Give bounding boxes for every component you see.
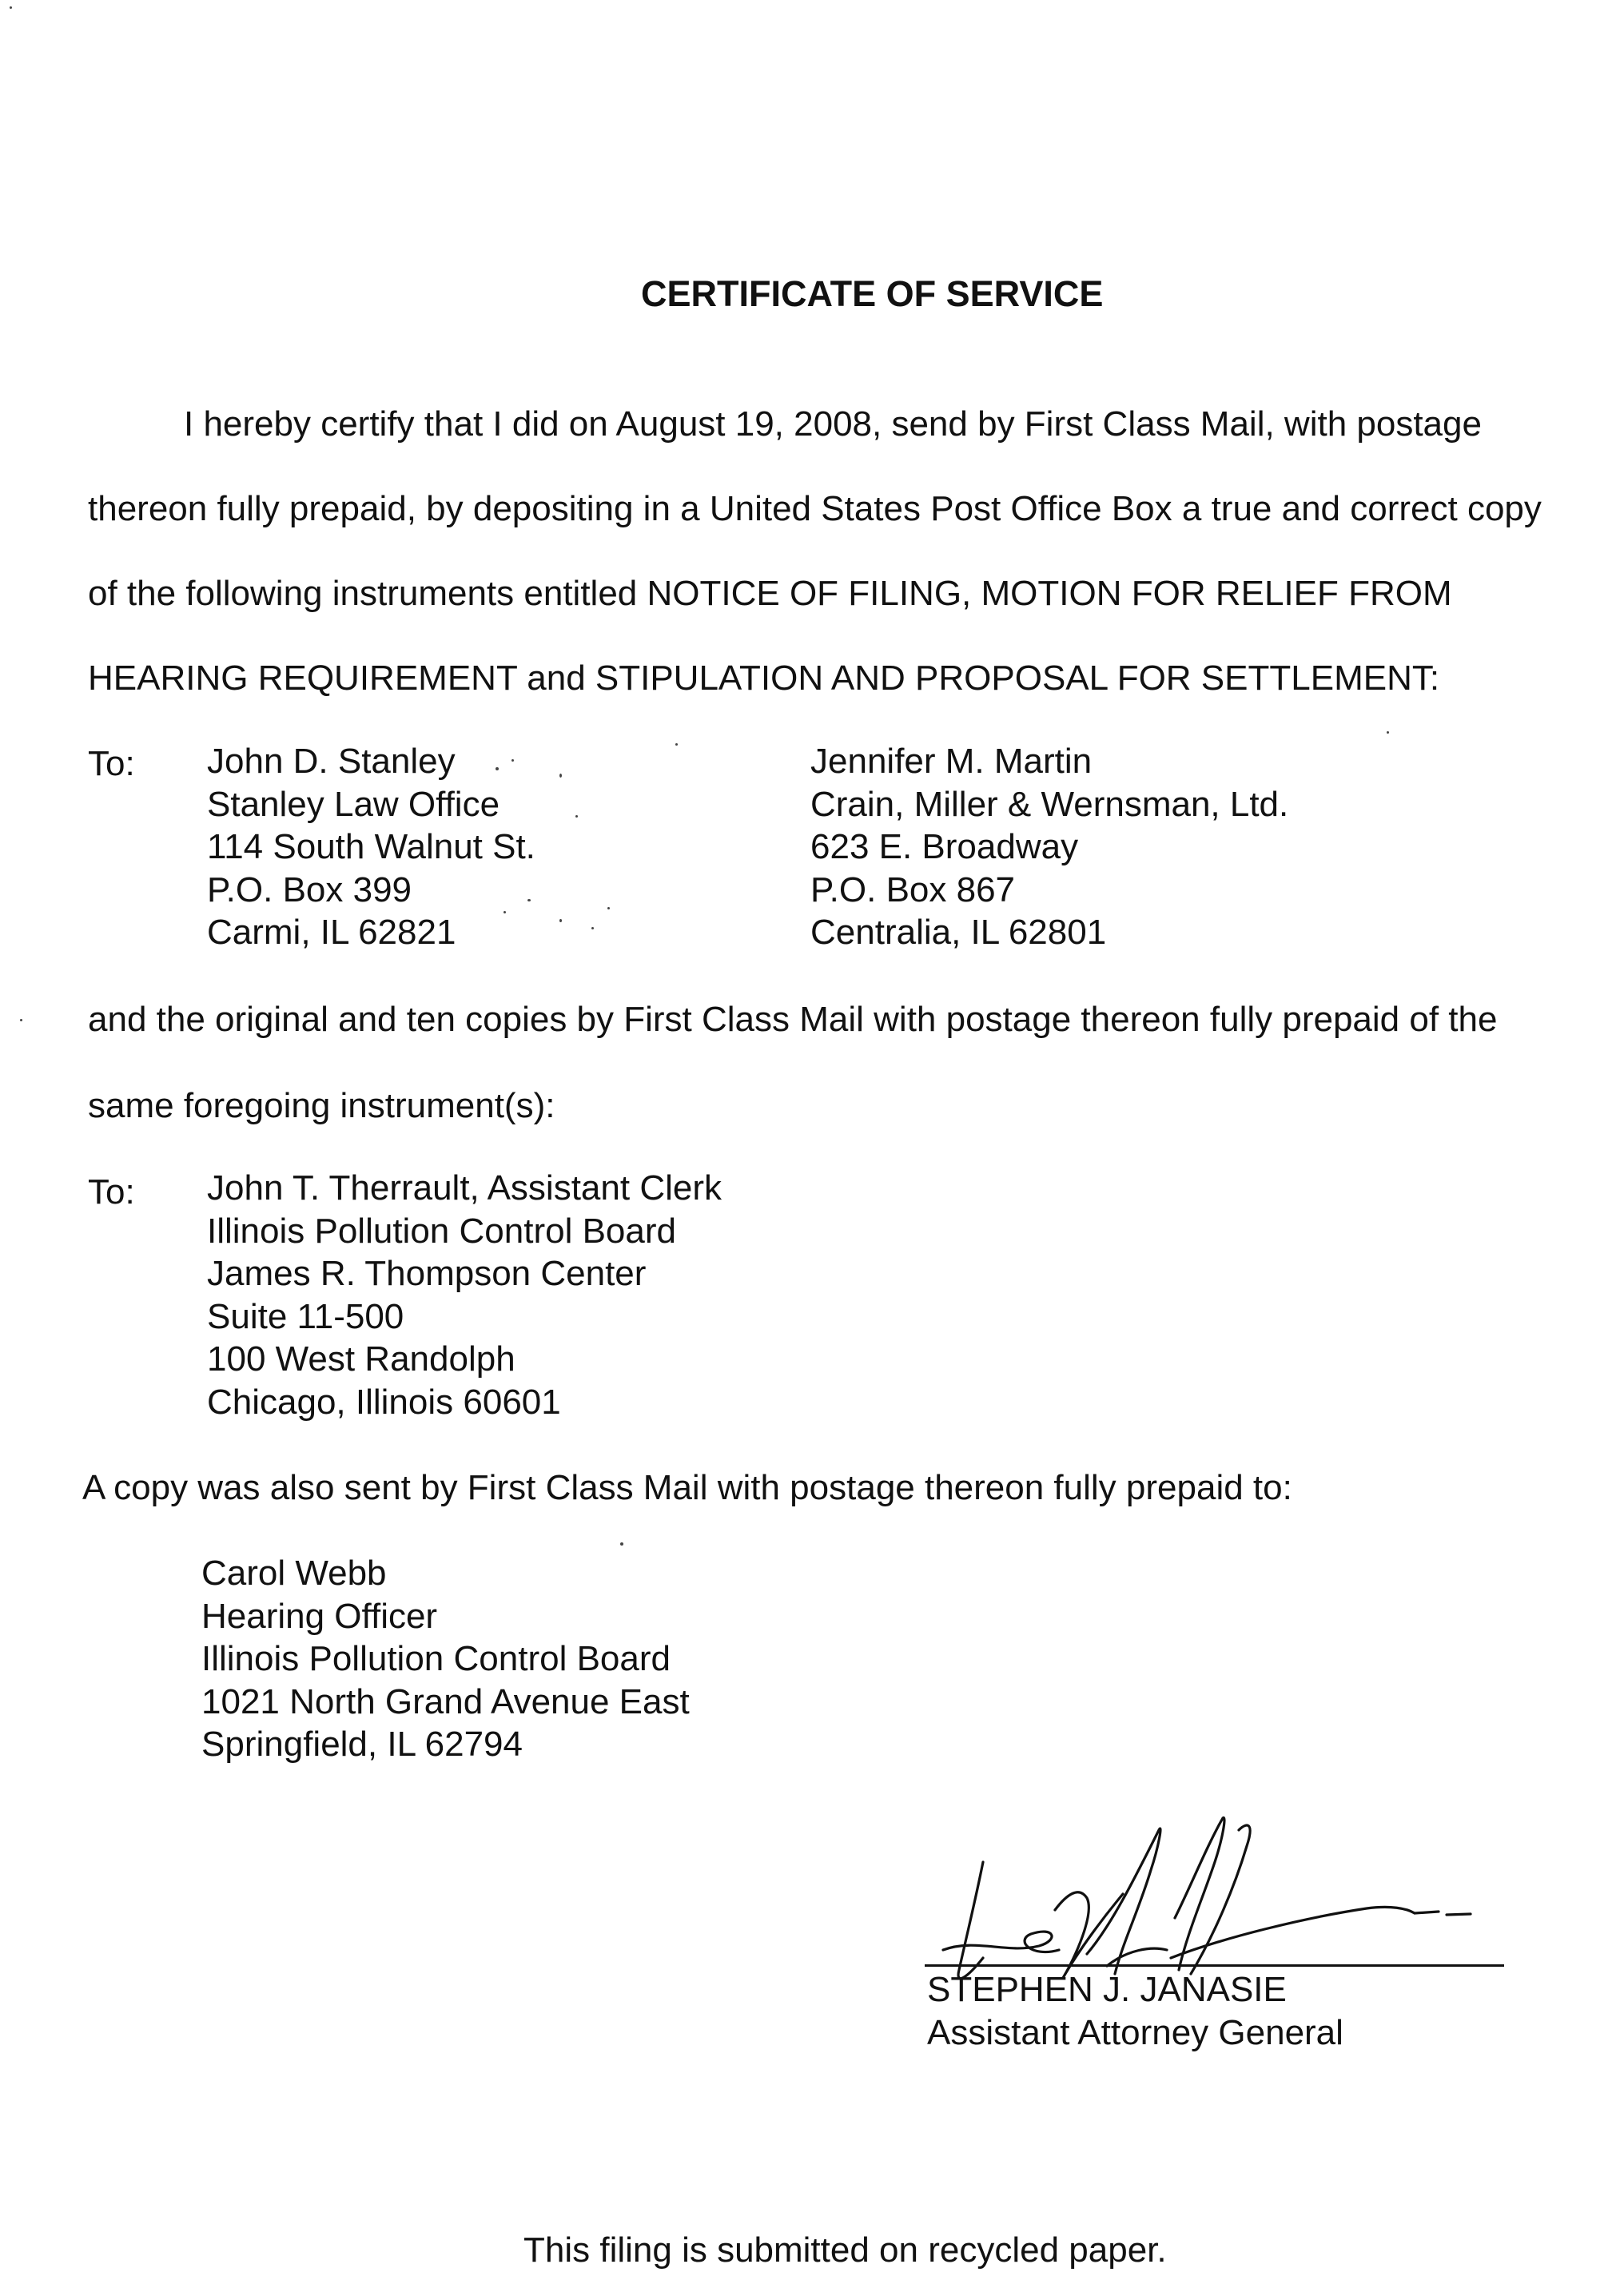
- to-label: To:: [88, 744, 135, 783]
- address-line: P.O. Box 399: [207, 869, 412, 909]
- address-line: Jennifer M. Martin: [810, 742, 1093, 781]
- paragraph-line: same foregoing instrument(s):: [88, 1086, 555, 1125]
- signature-line: [925, 1964, 1504, 1967]
- address-line: John D. Stanley: [207, 742, 456, 781]
- paragraph-line: thereon fully prepaid, by depositing in a United States Post Office Box a true and correct copy: [88, 489, 1542, 528]
- address-line: P.O. Box 867: [810, 869, 1016, 909]
- clerk-address: [207, 1167, 722, 1423]
- address-line: Hearing Officer: [201, 1596, 438, 1636]
- address-line: Carol Webb: [201, 1554, 387, 1593]
- paragraph-line: and the original and ten copies by First Class Mail with postage thereon fully prepaid of the: [88, 1000, 1498, 1039]
- recipient-address-right: [810, 740, 1288, 954]
- address-line: Stanley Law Office: [207, 784, 500, 824]
- paragraph-line: I hereby certify that I did on August 19, 2008, send by First Class Mail, with postage: [184, 404, 1482, 444]
- address-line: Springfield, IL 62794: [201, 1725, 523, 1764]
- recipient-address-left: [207, 740, 535, 954]
- address-line: Crain, Miller & Wernsman, Ltd.: [810, 784, 1289, 824]
- copy-sent-line: A copy was also sent by First Class Mail with postage thereon fully prepaid to:: [82, 1468, 1292, 1507]
- address-line: Suite 11-500: [207, 1296, 404, 1336]
- address-line: James R. Thompson Center: [207, 1254, 647, 1293]
- address-line: Centralia, IL 62801: [810, 913, 1107, 952]
- address-line: 114 South Walnut St.: [207, 827, 535, 866]
- address-line: 100 West Randolph: [207, 1339, 515, 1379]
- address-line: Illinois Pollution Control Board: [201, 1639, 671, 1678]
- address-line: 1021 North Grand Avenue East: [201, 1681, 690, 1721]
- recycled-paper-footer: This filing is submitted on recycled paper.: [523, 2230, 1167, 2270]
- address-line: Illinois Pollution Control Board: [207, 1211, 676, 1251]
- address-line: 623 E. Broadway: [810, 827, 1079, 866]
- address-line: Chicago, Illinois 60601: [207, 1382, 561, 1422]
- to-label: To:: [88, 1172, 135, 1212]
- document-title: CERTIFICATE OF SERVICE: [641, 273, 1104, 314]
- address-line: Carmi, IL 62821: [207, 913, 456, 952]
- signer-name: STEPHEN J. JANASIE: [927, 1970, 1287, 2009]
- paragraph-line: of the following instruments entitled NOTICE OF FILING, MOTION FOR RELIEF FROM: [88, 574, 1452, 613]
- hearing-officer-address: [201, 1552, 690, 1766]
- address-line: John T. Therrault, Assistant Clerk: [207, 1168, 722, 1208]
- paragraph-line: HEARING REQUIREMENT and STIPULATION AND PROPOSAL FOR SETTLEMENT:: [88, 659, 1440, 698]
- signer-title: Assistant Attorney General: [927, 2013, 1343, 2052]
